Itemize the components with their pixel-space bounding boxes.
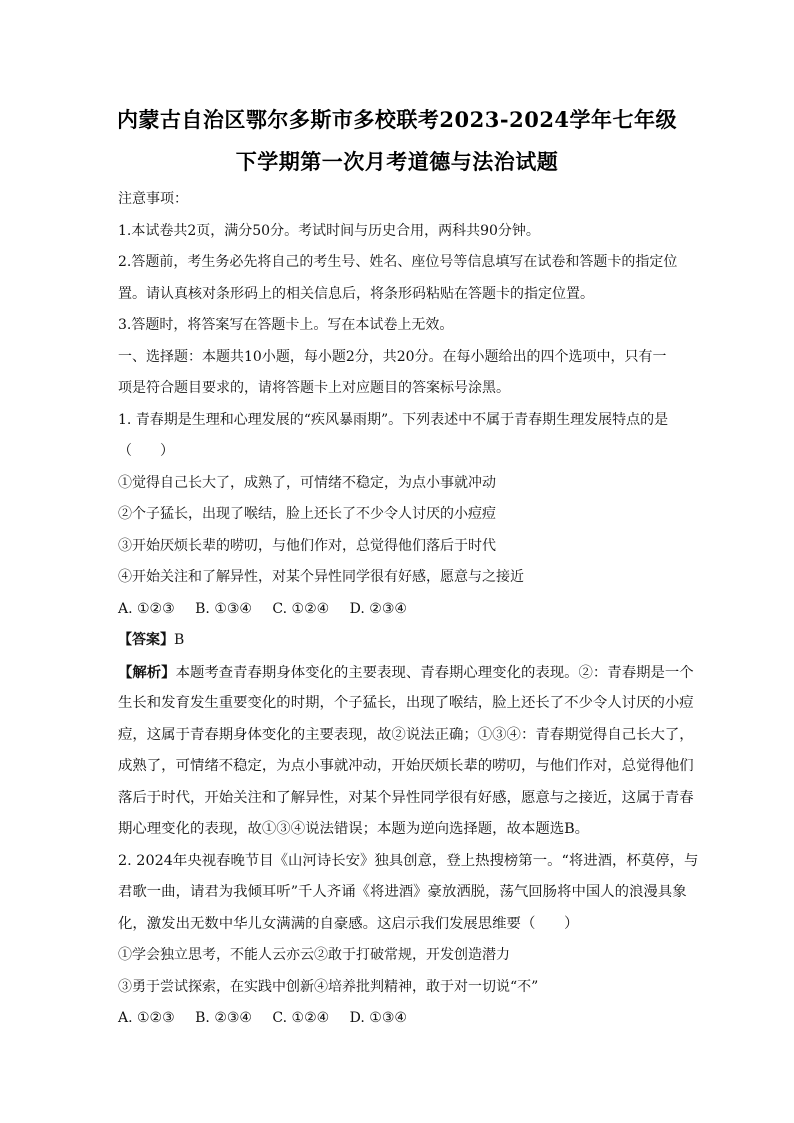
q2-options [118, 1003, 678, 1035]
q1-option-d: D. ②③④ [349, 600, 407, 617]
q1-answer [118, 625, 678, 657]
q1-option-a: A. ①②③ [118, 600, 175, 617]
q1-stem-bracket: （ ） [118, 443, 174, 459]
q1-option-b: B. ①③④ [195, 600, 252, 617]
q1-stem: 1. 青春期是生理和心理发展的“疾风暴雨期”。下列表述中不属于青春期生理发展特点的是 [118, 411, 669, 428]
q1-analysis-line: 落后于时代，开始关注和了解异性，对某个异性同学很有好感，愿意与之接近，这属于青春 [118, 789, 694, 806]
document-title-line2: 下学期第一次月考道德与法治试题 [235, 149, 559, 174]
note-item: 2.答题前，考生务必先将自己的考生号、姓名、座位号等信息填写在试卷和答题卡的指定位 [118, 254, 678, 270]
document-title-line1: 内蒙古自治区鄂尔多斯市多校联考2023-2024学年七年级 [116, 107, 678, 132]
answer-value: B [174, 632, 185, 648]
q1-analysis-line: 成熟了，可情绪不稳定，为点小事就冲动，开始厌烦长辈的唠叨，与他们作对，总觉得他们 [118, 758, 694, 774]
note-item: 置。请认真核对条形码上的相关信息后，将条形码粘贴在答题卡的指定位置。 [118, 285, 594, 302]
q1-statement: ④开始关注和了解异性，对某个异性同学很有好感，愿意与之接近 [118, 569, 524, 585]
section-heading: 一、选择题：本题共10小题，每小题2分，共20分。在每小题给出的四个选项中，只有一 [118, 348, 667, 365]
q1-statement: ③开始厌烦长辈的唠叨，与他们作对，总觉得他们落后于时代 [118, 537, 496, 554]
note-item: 1.本试卷共2页，满分50分。考试时间与历史合用，两科共90分钟。 [118, 222, 540, 239]
answer-label: 【答案】 [118, 632, 174, 648]
q2-option-c: C. ①②④ [272, 1010, 330, 1026]
q1-analysis-line: 期心理变化的表现，故①③④说法错误；本题为逆向选择题，故本题选B。 [118, 821, 590, 837]
q2-statement: ①学会独立思考，不能人云亦云②敢于打破常规，开发创造潜力 [118, 947, 510, 963]
q1-option-c: C. ①②④ [272, 600, 330, 617]
q2-stem: 君歌一曲，请君为我倾耳听”千人齐诵《将进酒》豪放洒脱，荡气回肠将中国人的浪漫具象 [118, 884, 687, 900]
q1-analysis-line: 痘，这属于青春期身体变化的主要表现，故②说法正确；①③④：青春期觉得自己长大了， [118, 726, 694, 743]
q1-analysis-line: 生长和发育发生重要变化的时期，个子猛长，出现了喉结，脸上还长了不少令人讨厌的小痘 [118, 695, 694, 711]
q1-analysis-line [118, 657, 694, 689]
q2-option-a: A. ①②③ [118, 1010, 175, 1026]
q1-statement: ①觉得自己长大了，成熟了，可情绪不稳定，为点小事就冲动 [118, 474, 496, 491]
q2-stem: 化，激发出无数中华儿女满满的自豪感。这启示我们发展思维要（ ） [118, 915, 579, 932]
q2-statement: ③勇于尝试探索，在实践中创新④培养批判精神，敢于对一切说“不” [118, 978, 539, 995]
q2-option-d: D. ①③④ [349, 1010, 407, 1026]
document-body [118, 184, 699, 1035]
q2-option-b: B. ②③④ [195, 1010, 252, 1026]
q2-stem: 2. 2024年央视春晚节目《山河诗长安》独具创意，登上热搜榜第一。“将进酒，杯莫停，与 [118, 852, 699, 869]
analysis-text: 本题考查青春期身体变化的主要表现、青春期心理变化的表现。②：青春期是一个 [175, 664, 694, 681]
analysis-label: 【解析】 [118, 663, 176, 681]
q1-statement: ②个子猛长，出现了喉结，脸上还长了不少令人讨厌的小痘痘 [118, 506, 496, 522]
note-item: 3.答题时，将答案写在答题卡上。写在本试卷上无效。 [118, 317, 454, 333]
q1-options [118, 594, 678, 626]
notes-heading: 注意事项： [118, 191, 188, 207]
section-heading-cont: 项是符合题目要求的，请将答题卡上对应题目的答案标号涂黑。 [118, 380, 510, 396]
